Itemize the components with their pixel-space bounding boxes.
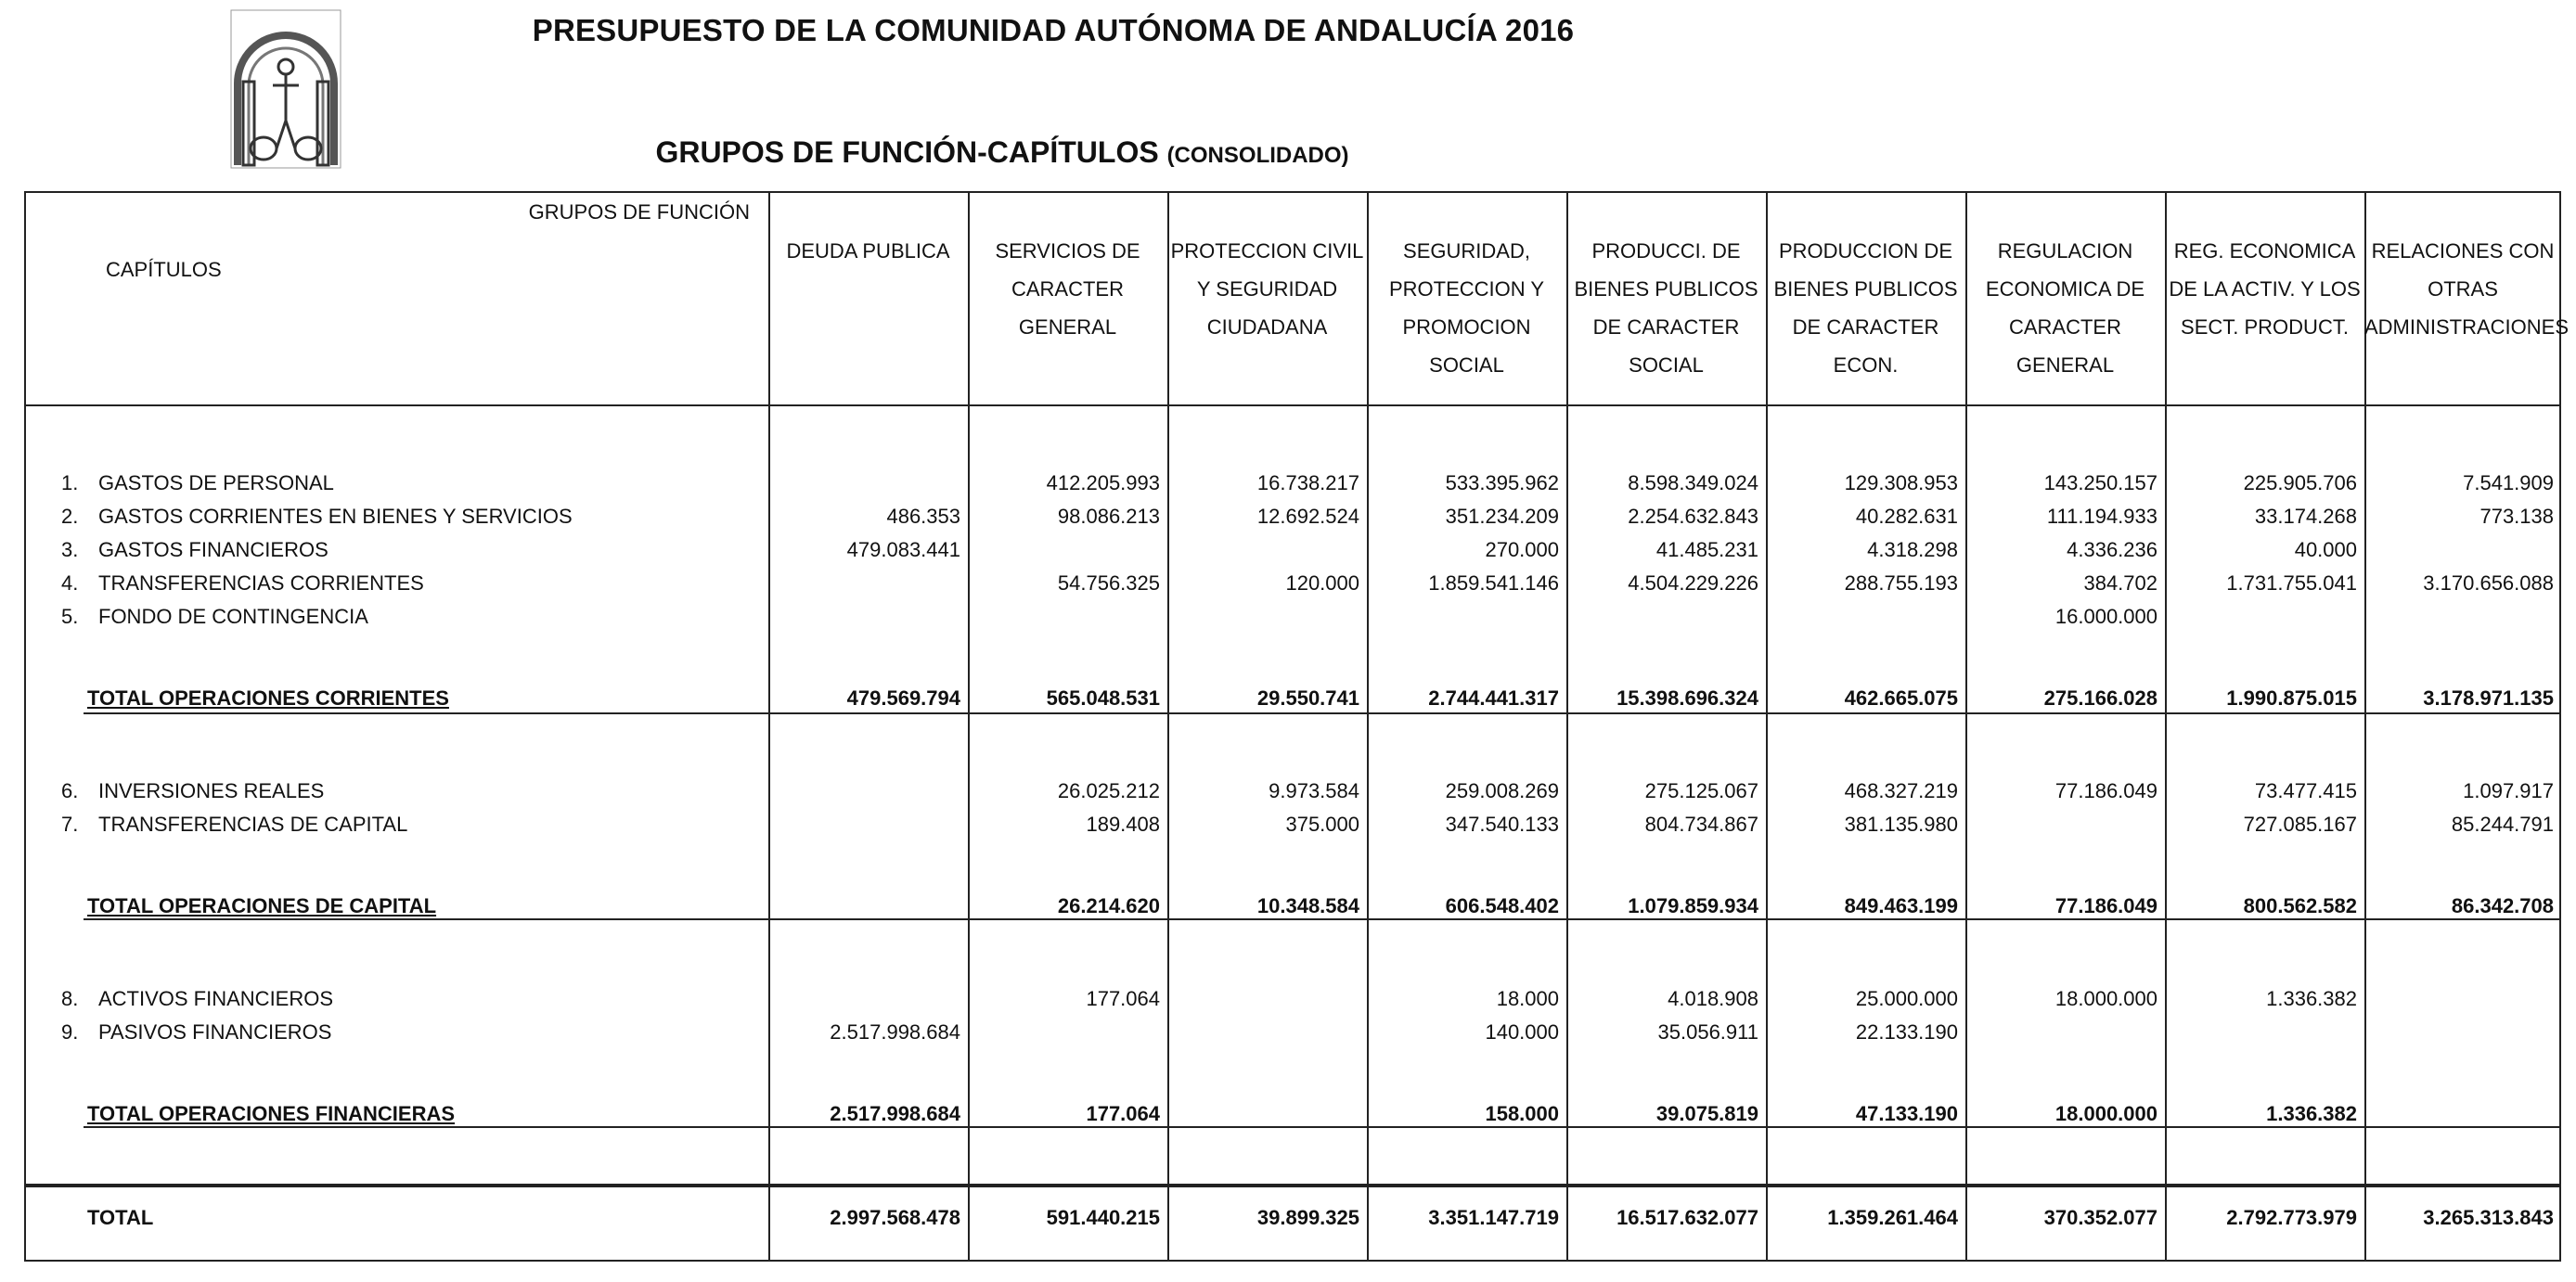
table-cell: 4.318.298 — [1867, 538, 1958, 561]
chapter-number: 7. — [61, 813, 79, 836]
table-cell: 158.000 — [1485, 1102, 1559, 1125]
column-header-line: PROMOCION — [1402, 315, 1531, 339]
table-cell: 12.692.524 — [1256, 505, 1359, 528]
column-divider — [2165, 193, 2167, 1260]
table-cell: 351.234.209 — [1445, 505, 1559, 528]
column-header-line: ADMINISTRACIONES — [2364, 315, 2570, 339]
subtitle-text: GRUPOS DE FUNCIÓN-CAPÍTULOS — [655, 135, 1159, 169]
column-header-line: SECT. PRODUCT. — [2181, 315, 2349, 339]
table-cell: 18.000.000 — [2054, 987, 2157, 1010]
table-total-row — [26, 686, 2559, 716]
grand-total-divider — [26, 1186, 2559, 1187]
table-cell: 1.731.755.041 — [2226, 571, 2357, 595]
table-cell: 8.598.349.024 — [1628, 471, 1758, 494]
chapter-label: PASIVOS FINANCIEROS — [98, 1020, 332, 1044]
subtitle-note: (CONSOLIDADO) — [1166, 143, 1349, 168]
column-header-line: GENERAL — [1018, 315, 1117, 339]
column-header-line: ECON. — [1833, 353, 1899, 377]
table-row — [26, 987, 2559, 1017]
table-cell: 3.265.313.843 — [2423, 1206, 2554, 1229]
column-header-line: ECONOMICA DE — [1985, 277, 2145, 301]
chapter-label: GASTOS DE PERSONAL — [98, 471, 334, 494]
table-cell: 111.194.933 — [2046, 505, 2157, 528]
table-cell: 606.548.402 — [1445, 894, 1559, 917]
column-header — [2165, 232, 2364, 346]
table-cell: 288.755.193 — [1844, 571, 1958, 595]
table-cell: 381.135.980 — [1844, 813, 1958, 836]
column-header-line: PRODUCCION DE — [1778, 239, 1952, 263]
column-header-line: DEUDA PUBLICA — [786, 239, 950, 263]
table-row — [26, 538, 2559, 568]
column-header-line: SERVICIOS DE — [995, 239, 1140, 263]
table-cell: 1.859.541.146 — [1428, 571, 1559, 595]
table-cell: 800.562.582 — [2243, 894, 2357, 917]
table-cell: 3.170.656.088 — [2423, 571, 2554, 595]
column-header-line: BIENES PUBLICOS — [1773, 277, 1958, 301]
table-cell: 1.097.917 — [2463, 779, 2554, 802]
table-cell: 143.250.157 — [2043, 471, 2157, 494]
table-cell: 40.282.631 — [1855, 505, 1958, 528]
table-cell: 2.792.773.979 — [2226, 1206, 2357, 1229]
table-cell: 533.395.962 — [1445, 471, 1559, 494]
table-cell: 10.348.584 — [1256, 894, 1359, 917]
table-total-row — [26, 1206, 2559, 1236]
table-cell: 22.133.190 — [1855, 1020, 1958, 1044]
column-header-line: PROTECCION CIVIL — [1170, 239, 1364, 263]
table-cell: 35.056.911 — [1657, 1020, 1758, 1044]
table-cell: 804.734.867 — [1644, 813, 1758, 836]
page-subtitle — [0, 135, 2004, 170]
table-cell: 85.244.791 — [2451, 813, 2554, 836]
column-header-line: REGULACION — [1997, 239, 2133, 263]
table-row — [26, 505, 2559, 534]
table-total-row — [26, 894, 2559, 924]
chapter-number: 9. — [61, 1020, 79, 1044]
chapter-label: INVERSIONES REALES — [98, 779, 325, 802]
table-cell: 4.504.229.226 — [1628, 571, 1758, 595]
column-header-line: BIENES PUBLICOS — [1574, 277, 1758, 301]
column-header-line: PRODUCCI. DE — [1591, 239, 1741, 263]
column-header-line: SOCIAL — [1629, 353, 1704, 377]
chapter-label: FONDO DE CONTINGENCIA — [98, 605, 368, 628]
table-cell: 25.000.000 — [1855, 987, 1958, 1010]
table-cell: 9.973.584 — [1269, 779, 1359, 802]
table-cell: 727.085.167 — [2243, 813, 2357, 836]
chapter-number: 2. — [61, 505, 79, 528]
table-cell: 33.174.268 — [2254, 505, 2357, 528]
column-header — [968, 232, 1167, 346]
table-cell: 120.000 — [1285, 571, 1359, 595]
chapter-label: TRANSFERENCIAS DE CAPITAL — [98, 813, 408, 836]
chapter-label: TRANSFERENCIAS CORRIENTES — [98, 571, 424, 595]
column-header-line: CARACTER — [2008, 315, 2121, 339]
corner-header-chapters: CAPÍTULOS — [106, 258, 222, 281]
column-header-line: REG. ECONOMICA — [2173, 239, 2356, 263]
table-cell: 2.997.568.478 — [830, 1206, 960, 1229]
page-title: PRESUPUESTO DE LA COMUNIDAD AUTÓNOMA DE ANDALUCÍA 2016 — [532, 13, 1575, 47]
table-row — [26, 1020, 2559, 1050]
column-header — [1167, 232, 1367, 346]
table-cell: 1.336.382 — [2266, 987, 2357, 1010]
column-header — [1367, 232, 1566, 384]
table-cell: 270.000 — [1485, 538, 1559, 561]
table-cell: 15.398.696.324 — [1616, 686, 1758, 710]
chapter-number: 5. — [61, 605, 79, 628]
table-cell: 1.336.382 — [2266, 1102, 2357, 1125]
column-header-line: SOCIAL — [1429, 353, 1504, 377]
table-cell: 1.990.875.015 — [2226, 686, 2357, 710]
chapter-label: ACTIVOS FINANCIEROS — [98, 987, 334, 1010]
table-cell: 73.477.415 — [2254, 779, 2357, 802]
table-cell: 2.744.441.317 — [1428, 686, 1559, 710]
column-header — [1766, 232, 1965, 384]
chapter-number: 4. — [61, 571, 79, 595]
table-row — [26, 813, 2559, 842]
table-cell: 479.569.794 — [846, 686, 960, 710]
table-cell: 18.000.000 — [2054, 1102, 2157, 1125]
table-cell: 1.079.859.934 — [1628, 894, 1758, 917]
table-cell: 225.905.706 — [2243, 471, 2357, 494]
table-cell: 3.178.971.135 — [2423, 686, 2554, 710]
column-header-line: OTRAS — [2428, 277, 2498, 301]
table-row — [26, 571, 2559, 601]
table-cell: 370.352.077 — [2043, 1206, 2157, 1229]
table-cell: 54.756.325 — [1057, 571, 1160, 595]
column-divider — [1167, 193, 1169, 1260]
column-divider — [2364, 193, 2366, 1260]
total-label: TOTAL OPERACIONES CORRIENTES — [87, 686, 449, 710]
column-header-line: Y SEGURIDAD — [1196, 277, 1338, 301]
column-header — [1566, 232, 1766, 384]
table-cell: 140.000 — [1485, 1020, 1559, 1044]
column-header-line: CARACTER — [1011, 277, 1124, 301]
table-cell: 2.517.998.684 — [830, 1102, 960, 1125]
table-cell: 275.166.028 — [2043, 686, 2157, 710]
budget-table — [24, 191, 2570, 1262]
table-cell: 275.125.067 — [1644, 779, 1758, 802]
table-cell: 4.336.236 — [2067, 538, 2157, 561]
table-cell: 16.738.217 — [1256, 471, 1359, 494]
column-header — [768, 232, 968, 270]
column-divider — [768, 193, 770, 1260]
table-cell: 16.000.000 — [2054, 605, 2157, 628]
table-cell: 18.000 — [1496, 987, 1559, 1010]
total-label: TOTAL OPERACIONES DE CAPITAL — [87, 894, 437, 917]
table-cell: 189.408 — [1086, 813, 1160, 836]
table-cell: 98.086.213 — [1057, 505, 1160, 528]
chapter-label: GASTOS CORRIENTES EN BIENES Y SERVICIOS — [98, 505, 573, 528]
table-cell: 177.064 — [1086, 987, 1160, 1010]
table-cell: 565.048.531 — [1046, 686, 1160, 710]
table-cell: 412.205.993 — [1046, 471, 1160, 494]
table-cell: 4.018.908 — [1668, 987, 1758, 1010]
column-header-line: DE LA ACTIV. Y LOS — [2169, 277, 2361, 301]
column-header-line: RELACIONES CON — [2371, 239, 2555, 263]
column-divider — [968, 193, 970, 1260]
table-cell: 47.133.190 — [1855, 1102, 1958, 1125]
total-label: TOTAL OPERACIONES FINANCIERAS — [87, 1102, 456, 1125]
table-cell: 3.351.147.719 — [1428, 1206, 1559, 1229]
table-cell: 462.665.075 — [1844, 686, 1958, 710]
table-cell: 347.540.133 — [1445, 813, 1559, 836]
table-cell: 129.308.953 — [1844, 471, 1958, 494]
column-header-line: CIUDADANA — [1206, 315, 1328, 339]
table-cell: 7.541.909 — [2463, 471, 2554, 494]
table-cell: 375.000 — [1285, 813, 1359, 836]
table-cell: 849.463.199 — [1844, 894, 1958, 917]
table-cell: 29.550.741 — [1256, 686, 1359, 710]
table-cell: 77.186.049 — [2054, 779, 2157, 802]
column-header — [1965, 232, 2165, 384]
total-label: TOTAL — [87, 1206, 154, 1229]
table-total-row — [26, 1102, 2559, 1132]
table-cell: 1.359.261.464 — [1827, 1206, 1958, 1229]
table-cell: 2.254.632.843 — [1628, 505, 1758, 528]
table-cell: 2.517.998.684 — [830, 1020, 960, 1044]
column-header-line: GENERAL — [2016, 353, 2115, 377]
header-divider — [26, 404, 2559, 406]
column-header-line: PROTECCION Y — [1388, 277, 1545, 301]
table-cell: 591.440.215 — [1046, 1206, 1160, 1229]
table-cell: 41.485.231 — [1655, 538, 1758, 561]
chapter-number: 1. — [61, 471, 79, 494]
table-row — [26, 779, 2559, 809]
table-cell: 16.517.632.077 — [1616, 1206, 1758, 1229]
column-header-line: DE CARACTER — [1792, 315, 1939, 339]
table-cell: 259.008.269 — [1445, 779, 1559, 802]
chapter-label: GASTOS FINANCIEROS — [98, 538, 328, 561]
corner-header-groups: GRUPOS DE FUNCIÓN — [528, 200, 750, 224]
table-row — [26, 471, 2559, 501]
chapter-number: 6. — [61, 779, 79, 802]
table-cell: 39.075.819 — [1655, 1102, 1758, 1125]
table-cell: 773.138 — [2479, 505, 2554, 528]
table-cell: 177.064 — [1086, 1102, 1160, 1125]
table-cell: 26.025.212 — [1057, 779, 1160, 802]
table-cell: 26.214.620 — [1057, 894, 1160, 917]
chapter-number: 3. — [61, 538, 79, 561]
table-cell: 40.000 — [2294, 538, 2357, 561]
table-cell: 384.702 — [2083, 571, 2157, 595]
table-cell: 486.353 — [886, 505, 960, 528]
table-cell: 468.327.219 — [1844, 779, 1958, 802]
table-cell: 86.342.708 — [2451, 894, 2554, 917]
table-cell: 39.899.325 — [1256, 1206, 1359, 1229]
table-cell: 479.083.441 — [846, 538, 960, 561]
column-header-line: SEGURIDAD, — [1403, 239, 1530, 263]
chapter-number: 8. — [61, 987, 79, 1010]
table-cell: 77.186.049 — [2054, 894, 2157, 917]
column-header-line: DE CARACTER — [1592, 315, 1740, 339]
column-header — [2364, 232, 2570, 346]
table-row — [26, 605, 2559, 635]
